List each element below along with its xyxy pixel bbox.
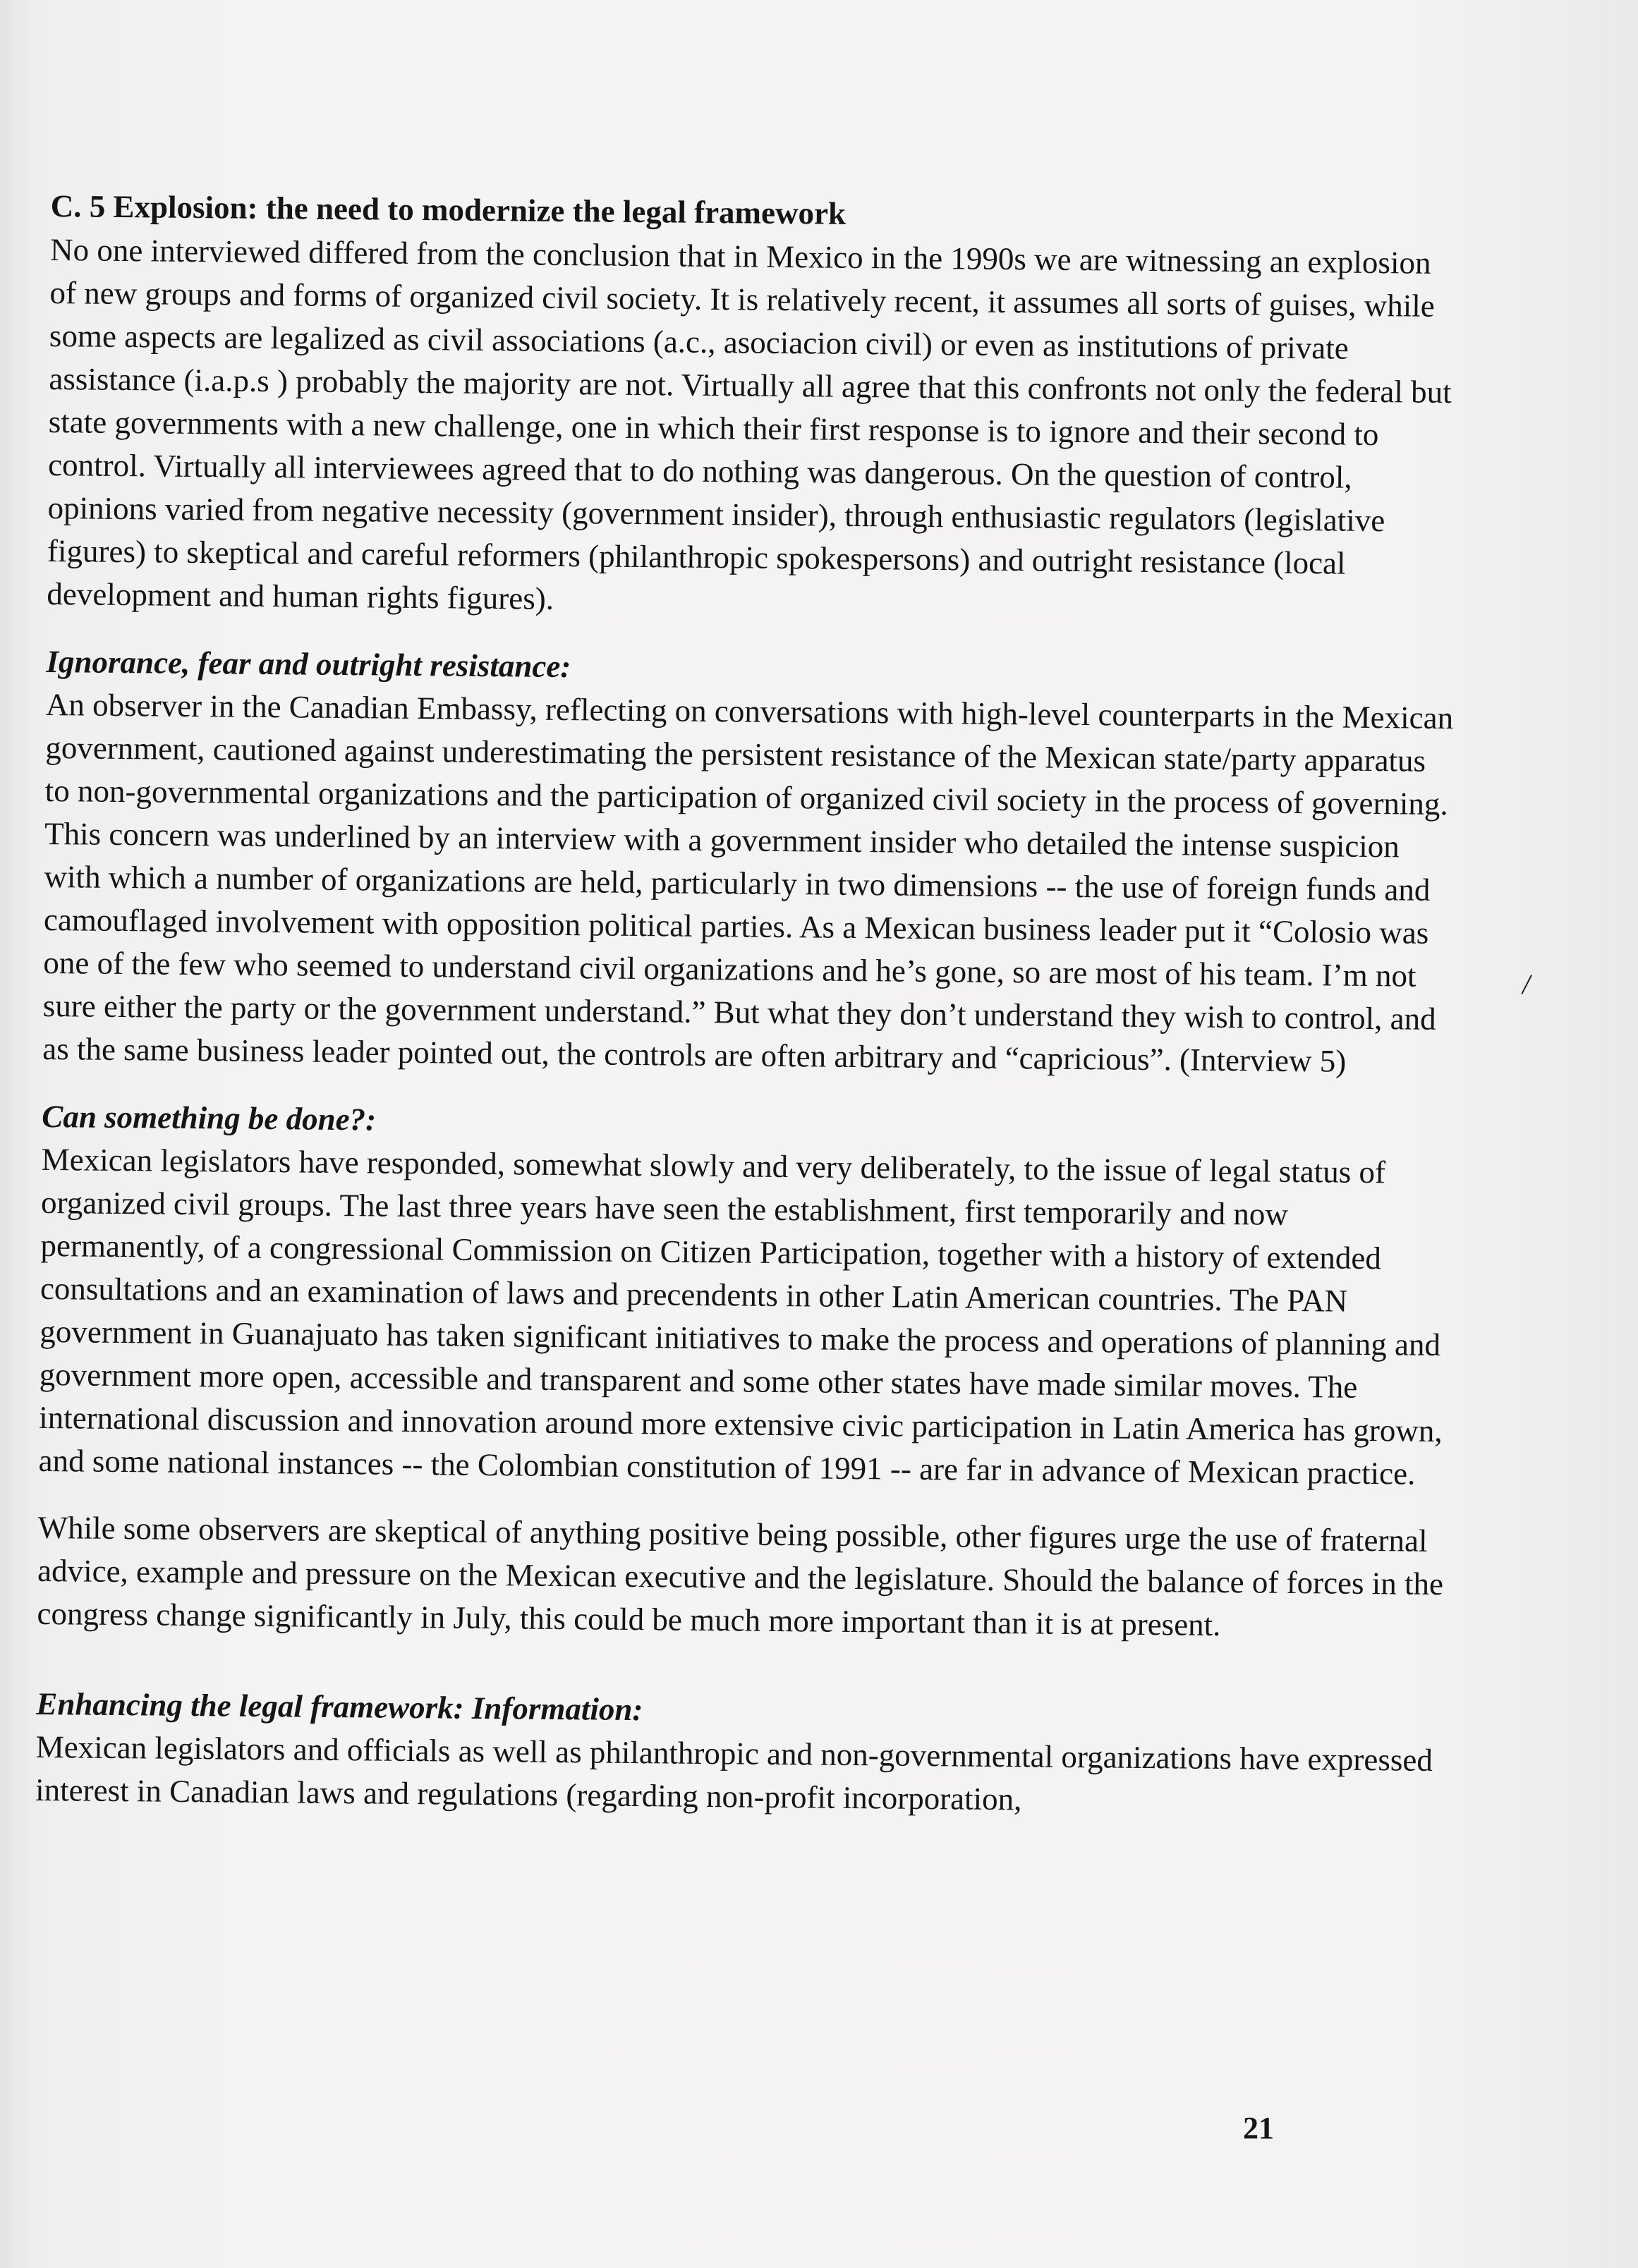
margin-mark: / [1522,968,1531,1000]
subsection-title-enhancing: Enhancing the legal framework: Information: [36,1685,643,1728]
subsection-title-something-done: Can something be done?: [42,1098,377,1138]
paragraph-ignorance: An observer in the Canadian Embassy, reflecting on conversations with high-level counterparts in the Mexican government, cautioned against underestimating the persistent resistance of the Mexican state/party apparatus to non-governmental organizations and the participation of organized civil society in the process of governing. This concern was underlined by an interview with a government insider who detailed the intense suspicion with which a number of organizations are held, particularly in two dimensions -- the use of foreign funds and camouflaged involvement with opposition political parties. As a Mexican business leader put it “Colosio was one of the few who seemed to understand civil organizations and he’s gone, so are most of his team. I’m not sure either the party or the government understand.” But what they don’t understand they wish to control, and as the same business leader pointed out, the controls are often arbitrary and “capricious”. (Interview 5) [42,686,1454,1079]
subsection-title-ignorance: Ignorance, fear and outright resistance: [46,643,571,685]
page-number: 21 [1243,2111,1274,2145]
paragraph-legislators: Mexican legislators have responded, somewhat slowly and very deliberately, to the issue of legal status of organized civil groups. The last three years have seen the establishment, first temporarily and now permanently, of a congressional Commission on Citizen Participation, together with a history of extended consultations and an examination of laws and precendents in other Latin American countries. The PAN government in Guanajuato has taken significant initiatives to make the process and operations of planning and government more open, accessible and transparent and some other states have made similar moves. The international discussion and innovation around more extensive civic participation in Latin America has grown, and some national instances -- the Colombian constitution of 1991 -- are far in advance of Mexican practice. [38,1141,1443,1492]
paragraph-enhancing: Mexican legislators and officials as well as philanthropic and non-governmental organizations have expressed interest in Canadian laws and regulations (regarding non-profit incorporation, [35,1729,1433,1817]
paragraph-observers: While some observers are skeptical of anything positive being possible, other figures urge the use of fraternal advice, example and pressure on the Mexican executive and the legislature. Should the balance of forces in the congress change significantly in July, this could be much more important than it is at present. [37,1509,1444,1643]
intro-paragraph: No one interviewed differed from the conclusion that in Mexico in the 1990s we are witnessing an explosion of new groups and forms of organized civil society. It is relatively recent, it assumes all sorts of guises, while some aspects are legalized as civil associations (a.c., asociacion civil) or even as institutions of private assistance (i.a.p.s ) probably the majority are not. Virtually all agree that this confronts not only the federal but state governments with a new challenge, one in which their first response is to ignore and their second to control. Virtually all interviewees agreed that to do nothing was dangerous. On the question of control, opinions varied from negative necessity (government insider), through enthusiastic regulators (legislative figures) to skeptical and careful reformers (philanthropic spokespersons) and outright resistance (local development and human rights figures). [47,231,1452,616]
section-heading: C. 5 Explosion: the need to modernize the legal framework [50,188,847,231]
page-body [35,185,1462,1825]
